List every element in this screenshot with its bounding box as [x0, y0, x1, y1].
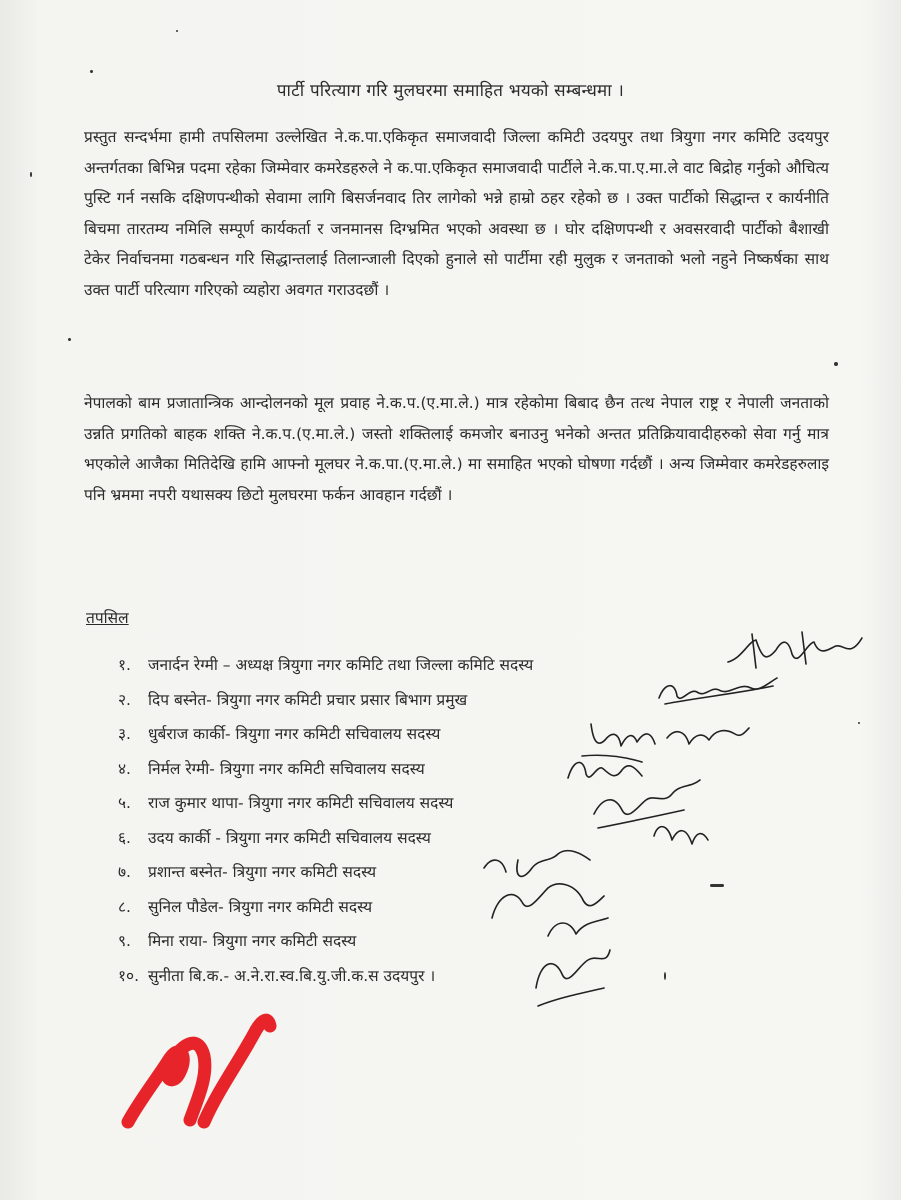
item-number: ३. [118, 725, 131, 743]
list-item [118, 821, 533, 856]
list-item [118, 683, 533, 718]
list-heading: तपसिल [86, 609, 129, 627]
item-text: सुनिल पौडेल- त्रियुगा नगर कमिटी सदस्य [148, 897, 373, 916]
item-number: १०. [118, 966, 140, 985]
scan-speck [858, 722, 860, 724]
paragraph-2: नेपालको बाम प्रजातान्त्रिक आन्दोलनको मूल प्रवाह ने.क.प.(ए.मा.ले.) मात्र रहेकोमा बिबाद छैन तत्थ नेपाल राष्ट्र र नेपाली जनताको उन्नति प्रगतिको बाहक शक्ति ने.क.प.(ए.मा.ले.) जस्तो शक्तिलाई कमजोर बनाउनु भनेको अन्तत प्रतिक्रियावादीहरुको सेवा गर्नु मात्र भएकोले आजैका मितिदेखि हामि आफ्नो मूलघर ने.क.पा.(ए.मा.ले.) मा समाहित भएको घोषणा गर्दछौं । अन्य जिम्मेवार कमरेडहरुलाइ पनि भ्रममा नपरी यथासक्य छिटो मुलघरमा फर्कन आवहान गर्दछौं । [84, 394, 829, 504]
paragraph-1: प्रस्तुत सन्दर्भमा हामी तपसिलमा उल्लेखित ने.क.पा.एकिकृत समाजवादी जिल्ला कमिटी उदयपुर तथा त्रियुगा नगर कमिटि उदयपुर अन्तर्गतका बिभिन्न पदमा रहेका जिम्मेवार कमरेडहरुले ने क.पा.एकिकृत समाजवादी पार्टीले ने.क.पा.ए.मा.ले वाट बिद्रोह गर्नुको औचित्य पुस्टि गर्न नसकि दक्षिणपन्थीको सेवामा लागि बिसर्जनवाद तिर लागेको भन्ने हाम्रो ठहर रहेको छ । उक्त पार्टीको सिद्धान्त र कार्यनीति बिचमा तारतम्य नमिलि सम्पूर्ण कार्यकर्ता र जनमानस दिग्भ्रमित भएको अवस्था छ । घोर दक्षिणपन्थी र अवसरवादी पार्टीको बैशाखी टेकेर निर्वाचनमा गठबन्धन गरि सिद्धान्तलाई तिलान्जाली दिएको हुनाले सो पार्टीमा रही मुलुक र जनताको भलो नहुने निष्कर्षका साथ उक्त पार्टी परित्याग गरिएको व्यहोरा अवगत गराउदछौं । [84, 128, 829, 299]
item-number: २. [118, 690, 131, 709]
list-item [118, 752, 533, 787]
list-item [118, 959, 533, 994]
item-text: राज कुमार थापा- त्रियुगा नगर कमिटी सचिवालय सदस्य [148, 794, 454, 812]
item-text: सुनीता बि.क.- अ.ने.रा.स्व.बि.यु.जी.क.स उदयपुर । [148, 966, 436, 985]
list-item [118, 924, 533, 959]
signature-2 [655, 668, 785, 712]
list-item [118, 786, 533, 821]
scan-speck [834, 362, 838, 366]
item-text: उदय कार्की - त्रियुगा नगर कमिटी सचिवालय सदस्य [148, 828, 431, 847]
scan-speck [664, 972, 666, 980]
list-item [118, 890, 533, 925]
item-text: जनार्दन रेग्मी – अध्यक्ष त्रियुगा नगर कमिटि तथा जिल्ला कमिटि सदस्य [148, 656, 534, 674]
red-marker-scribble [100, 1010, 300, 1135]
signature-6 [478, 838, 628, 1018]
item-number: ७. [118, 863, 131, 881]
list-item [118, 717, 533, 752]
scan-speck [30, 172, 32, 177]
item-text: धुर्बराज कार्की- त्रियुगा नगर कमिटी सचिवालय सदस्य [148, 725, 441, 743]
item-number: ८. [118, 897, 131, 916]
document-title: पार्टी परित्याग गरि मुलघरमा समाहित भयको सम्बन्धमा । [276, 81, 625, 101]
item-text: निर्मल रेग्मी- त्रियुगा नगर कमिटी सचिवालय सदस्य [148, 759, 425, 778]
item-number: १. [118, 656, 131, 674]
scan-speck [176, 30, 178, 32]
item-text: दिप बस्नेत- त्रियुगा नगर कमिटी प्रचार प्रसार बिभाग प्रमुख [148, 690, 468, 709]
list-item [118, 855, 533, 890]
item-text: मिना राया- त्रियुगा नगर कमिटी सदस्य [148, 932, 357, 950]
scan-speck [90, 70, 93, 73]
item-number: ६. [118, 828, 131, 847]
list-item [118, 648, 533, 683]
item-text: प्रशान्त बस्नेत- त्रियुगा नगर कमिटी सदस्य [148, 863, 377, 881]
item-number: ९. [118, 932, 131, 950]
scan-speck [68, 338, 71, 341]
member-list [118, 648, 533, 993]
item-number: ५. [118, 794, 131, 812]
item-number: ४. [118, 759, 131, 778]
scan-speck [710, 884, 724, 887]
